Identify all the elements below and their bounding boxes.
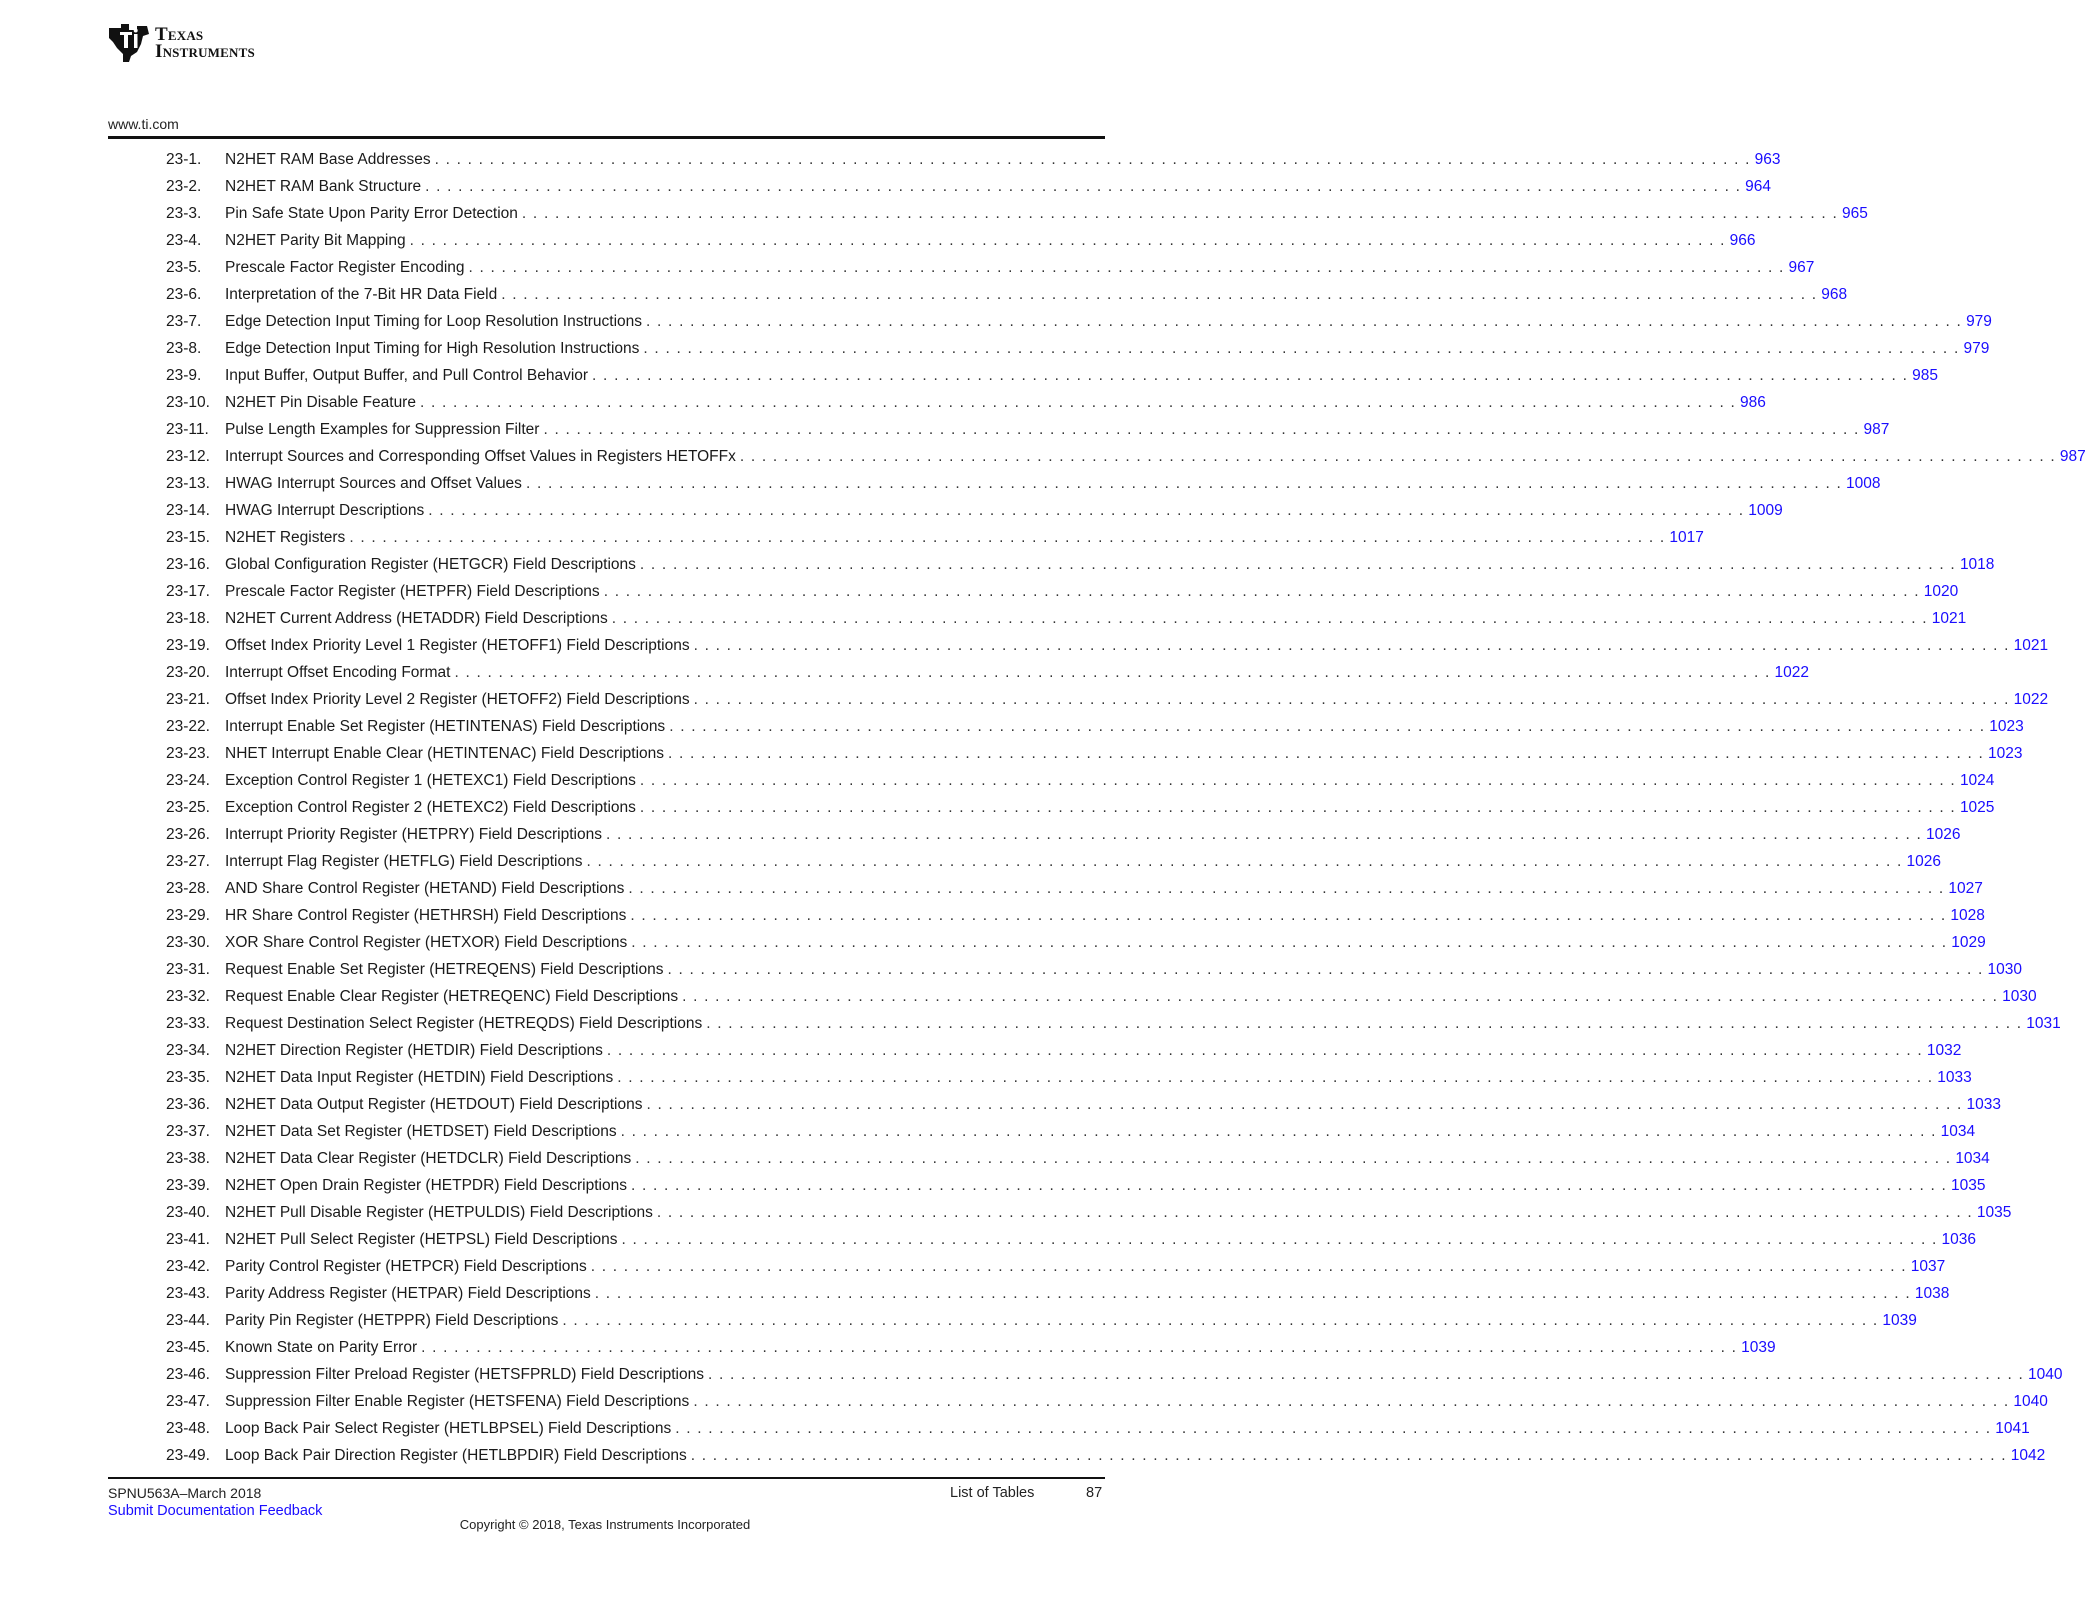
toc-entry-number: 23-6. [166,286,202,303]
toc-entry[interactable] [166,416,1890,443]
toc-entry-number: 23-10. [166,394,210,411]
toc-entry[interactable] [166,1361,2063,1388]
toc-entry[interactable] [166,1091,2001,1118]
toc-entry-number: 23-2. [166,178,202,195]
toc-entry-page-link[interactable]: 1023 [1989,718,2024,735]
toc-entry-number: 23-44. [166,1312,210,1329]
dot-leader: . . . . . . . . . . . . . . . . . . . . . . . . . . . . . . . . . . . . . . . . . . . . . . . . . . . . . . . . . . . . . . . . . . . . . . . . . . . . . . . . . . . . . . . . . . . . . . . . . . . . . . . . . . . . . . . . . . . . . . . . [428,502,1745,519]
toc-entry-title[interactable]: N2HET Pin Disable Feature [225,394,416,411]
dot-leader: . . . . . . . . . . . . . . . . . . . . . . . . . . . . . . . . . . . . . . . . . . . . . . . . . . . . . . . . . . . . . . . . . . . . . . . . . . . . . . . . . . . . . . . . . . . . . . . . . . . . . . . . . . . . . . . . . . . . . . . . [656,1204,1973,1221]
toc-entry[interactable] [166,686,2049,713]
ti-logo [107,22,255,64]
toc-entry[interactable] [166,848,1941,875]
dot-leader: . . . . . . . . . . . . . . . . . . . . . . . . . . . . . . . . . . . . . . . . . . . . . . . . . . . . . . . . . . . . . . . . . . . . . . . . . . . . . . . . . . . . . . . . . . . . . . . . . . . . . . . . . . . . . . . . . . . . . . . . [693,691,2010,708]
dot-leader: . . . . . . . . . . . . . . . . . . . . . . . . . . . . . . . . . . . . . . . . . . . . . . . . . . . . . . . . . . . . . . . . . . . . . . . . . . . . . . . . . . . . . . . . . . . . . . . . . . . . . . . . . . . . . . . . . . . . . . . . [543,421,1860,438]
toc-entry-number: 23-39. [166,1177,210,1194]
toc-entry[interactable] [166,659,1809,686]
toc-entry-page-link[interactable]: 1038 [1914,1285,1950,1302]
toc-entry[interactable] [166,551,1995,578]
toc-entry-number: 23-41. [166,1231,210,1248]
toc-entry[interactable] [166,821,1961,848]
dot-leader: . . . . . . . . . . . . . . . . . . . . . . . . . . . . . . . . . . . . . . . . . . . . . . . . . . . . . . . . . . . . . . . . . . . . . . . . . . . . . . . . . . . . . . . . . . . . . . . . . . . . . . . . . . . . . . . . . . . . . . . . [620,1123,1937,1140]
toc-entry-page-link[interactable]: 986 [1740,394,1766,411]
toc-entry-page-link[interactable]: 1029 [1951,934,1986,951]
dot-leader: . . . . . . . . . . . . . . . . . . . . . . . . . . . . . . . . . . . . . . . . . . . . . . . . . . . . . . . . . . . . . . . . . . . . . . . . . . . . . . . . . . . . . . . . . . . . . . . . . . . . . . . . . . . . . . . . . . . . . . . . [682,988,1999,1005]
toc-entry-title[interactable]: Edge Detection Input Timing for Loop Resolution Instructions [225,313,643,330]
toc-entry-page-link[interactable]: 1030 [2002,988,2037,1005]
toc-entry-page-link[interactable]: 1028 [1950,907,1985,924]
toc-entry-number: 23-20. [166,664,210,681]
dot-leader: . . . . . . . . . . . . . . . . . . . . . . . . . . . . . . . . . . . . . . . . . . . . . . . . . . . . . . . . . . . . . . . . . . . . . . . . . . . . . . . . . . . . . . . . . . . . . . . . . . . . . . . . . . . . . . . . . . . . . . . . [639,772,1956,789]
toc-entry-page-link[interactable]: 1021 [1931,610,1967,627]
logo-line-1: Texas [155,24,204,45]
toc-entry-number: 23-46. [166,1366,210,1383]
dot-leader: . . . . . . . . . . . . . . . . . . . . . . . . . . . . . . . . . . . . . . . . . . . . . . . . . . . . . . . . . . . . . . . . . . . . . . . . . . . . . . . . . . . . . . . . . . . . . . . . . . . . . . . . . . . . . . . . . . . . . . . . [603,583,1920,600]
toc-entry-title[interactable]: N2HET Data Output Register (HETDOUT) Field Descriptions [225,1096,643,1113]
toc-entry-number: 23-37. [166,1123,210,1140]
toc-entry-title[interactable]: Exception Control Register 2 (HETEXC2) Field Descriptions [225,799,636,816]
toc-entry[interactable] [166,362,1938,389]
toc-entry-title[interactable]: N2HET Data Input Register (HETDIN) Field Descriptions [225,1069,614,1086]
toc-entry-page-link[interactable]: 1039 [1741,1339,1776,1356]
toc-entry-page-link[interactable]: 1026 [1906,853,1941,870]
toc-entry-page-link[interactable]: 1039 [1882,1312,1917,1329]
toc-entry-title[interactable]: Interrupt Enable Set Register (HETINTENAS) Field Descriptions [225,718,666,735]
toc-entry[interactable] [166,1280,1950,1307]
toc-entry-number: 23-38. [166,1150,210,1167]
toc-entry-number: 23-29. [166,907,210,924]
toc-entry[interactable] [166,470,1881,497]
toc-entry-page-link[interactable]: 1037 [1910,1258,1946,1275]
toc-entry-page-link[interactable]: 1022 [2013,691,2049,708]
toc-entry[interactable] [166,794,1995,821]
toc-entry-page-link[interactable]: 965 [1841,205,1868,222]
toc-entry-title[interactable]: Offset Index Priority Level 2 Register (HETOFF2) Field Descriptions [225,691,690,708]
toc-entry[interactable] [166,308,1992,335]
toc-entry[interactable] [166,632,2049,659]
toc-entry[interactable] [166,1010,2061,1037]
site-url: www.ti.com [108,116,179,132]
dot-leader: . . . . . . . . . . . . . . . . . . . . . . . . . . . . . . . . . . . . . . . . . . . . . . . . . . . . . . . . . . . . . . . . . . . . . . . . . . . . . . . . . . . . . . . . . . . . . . . . . . . . . . . . . . . . . . . . . . . . . . . . [639,799,1956,816]
toc-entry[interactable] [166,767,1995,794]
toc-entry-page-link[interactable]: 1035 [1976,1204,2012,1221]
dot-leader: . . . . . . . . . . . . . . . . . . . . . . . . . . . . . . . . . . . . . . . . . . . . . . . . . . . . . . . . . . . . . . . . . . . . . . . . . . . . . . . . . . . . . . . . . . . . . . . . . . . . . . . . . . . . . . . . . . . . . . . . [617,1069,1934,1086]
toc-entry-number: 23-34. [166,1042,210,1059]
dot-leader: . . . . . . . . . . . . . . . . . . . . . . . . . . . . . . . . . . . . . . . . . . . . . . . . . . . . . . . . . . . . . . . . . . . . . . . . . . . . . . . . . . . . . . . . . . . . . . . . . . . . . . . . . . . . . . . . . . . . . . . . [611,610,1928,627]
toc-entry-number: 23-24. [166,772,210,789]
toc-entry[interactable] [166,1064,1972,1091]
toc-entry-title[interactable]: Exception Control Register 1 (HETEXC1) Field Descriptions [225,772,636,789]
dot-leader: . . . . . . . . . . . . . . . . . . . . . . . . . . . . . . . . . . . . . . . . . . . . . . . . . . . . . . . . . . . . . . . . . . . . . . . . . . . . . . . . . . . . . . . . . . . . . . . . . . . . . . . . . . . . . . . . . . . . . . . . [590,1258,1907,1275]
dot-leader: . . . . . . . . . . . . . . . . . . . . . . . . . . . . . . . . . . . . . . . . . . . . . . . . . . . . . . . . . . . . . . . . . . . . . . . . . . . . . . . . . . . . . . . . . . . . . . . . . . . . . . . . . . . . . . . . . . . . . . . . [434,151,1751,168]
footer-section-title: List of Tables [950,1485,1035,1501]
toc-entry[interactable] [166,929,1986,956]
toc-entry-page-link[interactable]: 966 [1729,232,1756,249]
toc-entry-number: 23-27. [166,853,210,870]
toc-entry-title[interactable]: Offset Index Priority Level 1 Register (HETOFF1) Field Descriptions [225,637,690,654]
toc-entry-number: 23-9. [166,367,202,384]
toc-entry-page-link[interactable]: 1035 [1951,1177,1986,1194]
dot-leader: . . . . . . . . . . . . . . . . . . . . . . . . . . . . . . . . . . . . . . . . . . . . . . . . . . . . . . . . . . . . . . . . . . . . . . . . . . . . . . . . . . . . . . . . . . . . . . . . . . . . . . . . . . . . . . . . . . . . . . . . [707,1366,2024,1383]
toc-entry-title[interactable]: N2HET Pull Select Register (HETPSL) Field Descriptions [225,1231,618,1248]
toc-entry[interactable] [166,227,1756,254]
toc-entry-page-link[interactable]: 1025 [1959,799,1995,816]
toc-entry-page-link[interactable]: 1023 [1988,745,2023,762]
toc-entry[interactable] [166,875,1983,902]
toc-entry-title[interactable]: HR Share Control Register (HETHRSH) Field Descriptions [225,907,627,924]
toc-entry[interactable] [166,1415,2030,1442]
toc-entry-page-link[interactable]: 987 [2059,448,2086,465]
toc-entry-number: 23-30. [166,934,210,951]
toc-entry-page-link[interactable]: 1040 [2013,1393,2048,1410]
dot-leader: . . . . . . . . . . . . . . . . . . . . . . . . . . . . . . . . . . . . . . . . . . . . . . . . . . . . . . . . . . . . . . . . . . . . . . . . . . . . . . . . . . . . . . . . . . . . . . . . . . . . . . . . . . . . . . . . . . . . . . . . [690,1447,2007,1464]
toc-entry[interactable] [166,1226,1977,1253]
toc-entry-title[interactable]: Loop Back Pair Direction Register (HETLBPDIR) Field Descriptions [225,1447,687,1464]
toc-entry-title[interactable]: Request Destination Select Register (HETREQDS) Field Descriptions [225,1015,703,1032]
toc-entry-page-link[interactable]: 1042 [2010,1447,2046,1464]
toc-entry-title[interactable]: Interrupt Sources and Corresponding Offset Values in Registers HETOFFx [225,448,736,465]
toc-entry-title[interactable]: Interpretation of the 7-Bit HR Data Field [225,286,498,303]
toc-entry-number: 23-47. [166,1393,210,1410]
toc-entry[interactable] [166,200,1868,227]
toc-entry[interactable] [166,254,1815,281]
toc-entry-number: 23-45. [166,1339,210,1356]
dot-leader: . . . . . . . . . . . . . . . . . . . . . . . . . . . . . . . . . . . . . . . . . . . . . . . . . . . . . . . . . . . . . . . . . . . . . . . . . . . . . . . . . . . . . . . . . . . . . . . . . . . . . . . . . . . . . . . . . . . . . . . . [468,259,1785,276]
dot-leader: . . . . . . . . . . . . . . . . . . . . . . . . . . . . . . . . . . . . . . . . . . . . . . . . . . . . . . . . . . . . . . . . . . . . . . . . . . . . . . . . . . . . . . . . . . . . . . . . . . . . . . . . . . . . . . . . . . . . . . . . [621,1231,1938,1248]
toc-entry[interactable] [166,902,1985,929]
toc-entry-number: 23-14. [166,502,210,519]
dot-leader: . . . . . . . . . . . . . . . . . . . . . . . . . . . . . . . . . . . . . . . . . . . . . . . . . . . . . . . . . . . . . . . . . . . . . . . . . . . . . . . . . . . . . . . . . . . . . . . . . . . . . . . . . . . . . . . . . . . . . . . . [693,1393,2010,1410]
toc-entry-number: 23-19. [166,637,210,654]
document-id: SPNU563A–March 2018 [108,1485,262,1501]
toc-entry-page-link[interactable]: 1031 [2026,1015,2061,1032]
dot-leader: . . . . . . . . . . . . . . . . . . . . . . . . . . . . . . . . . . . . . . . . . . . . . . . . . . . . . . . . . . . . . . . . . . . . . . . . . . . . . . . . . . . . . . . . . . . . . . . . . . . . . . . . . . . . . . . . . . . . . . . . [592,367,1909,384]
toc-entry-number: 23-33. [166,1015,210,1032]
toc-entry-number: 23-25. [166,799,210,816]
toc-entry-number: 23-22. [166,718,210,735]
toc-entry-number: 23-21. [166,691,210,708]
toc-entry-number: 23-4. [166,232,202,249]
dot-leader: . . . . . . . . . . . . . . . . . . . . . . . . . . . . . . . . . . . . . . . . . . . . . . . . . . . . . . . . . . . . . . . . . . . . . . . . . . . . . . . . . . . . . . . . . . . . . . . . . . . . . . . . . . . . . . . . . . . . . . . . [739,448,2056,465]
toc-entry[interactable] [166,1037,1962,1064]
toc-entry[interactable] [166,443,2086,470]
toc-entry-page-link[interactable]: 1020 [1923,583,1959,600]
toc-entry-title[interactable]: Suppression Filter Enable Register (HETSFENA) Field Descriptions [225,1393,690,1410]
toc-entry-page-link[interactable]: 1033 [1966,1096,2001,1113]
toc-entry-title[interactable]: Parity Pin Register (HETPPR) Field Descriptions [225,1312,559,1329]
dot-leader: . . . . . . . . . . . . . . . . . . . . . . . . . . . . . . . . . . . . . . . . . . . . . . . . . . . . . . . . . . . . . . . . . . . . . . . . . . . . . . . . . . . . . . . . . . . . . . . . . . . . . . . . . . . . . . . . . . . . . . . . [521,205,1838,222]
toc-entry-page-link[interactable]: 979 [1966,313,1992,330]
toc-entry-page-link[interactable]: 1030 [1987,961,2022,978]
toc-entry-number: 23-28. [166,880,210,897]
toc-entry[interactable] [166,524,1704,551]
toc-entry-number: 23-48. [166,1420,210,1437]
toc-entry-title[interactable]: N2HET Data Set Register (HETDSET) Field Descriptions [225,1123,617,1140]
toc-entry[interactable] [166,983,2037,1010]
toc-entry[interactable] [166,1172,1986,1199]
toc-entry-title[interactable]: NHET Interrupt Enable Clear (HETINTENAC) Field Descriptions [225,745,665,762]
toc-entry-number: 23-26. [166,826,210,843]
toc-entry-title[interactable]: Pin Safe State Upon Parity Error Detection [225,205,518,222]
toc-entry-number: 23-7. [166,313,202,330]
dot-leader: . . . . . . . . . . . . . . . . . . . . . . . . . . . . . . . . . . . . . . . . . . . . . . . . . . . . . . . . . . . . . . . . . . . . . . . . . . . . . . . . . . . . . . . . . . . . . . . . . . . . . . . . . . . . . . . . . . . . . . . . [562,1312,1879,1329]
dot-leader: . . . . . . . . . . . . . . . . . . . . . . . . . . . . . . . . . . . . . . . . . . . . . . . . . . . . . . . . . . . . . . . . . . . . . . . . . . . . . . . . . . . . . . . . . . . . . . . . . . . . . . . . . . . . . . . . . . . . . . . . [586,853,1903,870]
toc-entry-number: 23-8. [166,340,202,357]
toc-entry-title[interactable]: Edge Detection Input Timing for High Resolution Instructions [225,340,640,357]
dot-leader: . . . . . . . . . . . . . . . . . . . . . . . . . . . . . . . . . . . . . . . . . . . . . . . . . . . . . . . . . . . . . . . . . . . . . . . . . . . . . . . . . . . . . . . . . . . . . . . . . . . . . . . . . . . . . . . . . . . . . . . . [646,1096,1963,1113]
toc-entry[interactable] [166,497,1783,524]
toc-entry-title[interactable]: Interrupt Offset Encoding Format [225,664,451,681]
toc-entry-title[interactable]: Request Enable Set Register (HETREQENS) Field Descriptions [225,961,664,978]
toc-entry-title[interactable]: N2HET Data Clear Register (HETDCLR) Field Descriptions [225,1150,632,1167]
toc-entry-number: 23-40. [166,1204,210,1221]
dot-leader: . . . . . . . . . . . . . . . . . . . . . . . . . . . . . . . . . . . . . . . . . . . . . . . . . . . . . . . . . . . . . . . . . . . . . . . . . . . . . . . . . . . . . . . . . . . . . . . . . . . . . . . . . . . . . . . . . . . . . . . . [425,178,1742,195]
toc-entry-page-link[interactable]: 1017 [1669,529,1704,546]
toc-entry-page-link[interactable]: 964 [1745,178,1772,195]
toc-entry-title[interactable]: Loop Back Pair Select Register (HETLBPSEL) Field Descriptions [225,1420,672,1437]
page-number: 87 [1086,1485,1103,1501]
toc-entry[interactable] [166,713,2024,740]
toc-entry-page-link[interactable]: 1021 [2013,637,2049,654]
dot-leader: . . . . . . . . . . . . . . . . . . . . . . . . . . . . . . . . . . . . . . . . . . . . . . . . . . . . . . . . . . . . . . . . . . . . . . . . . . . . . . . . . . . . . . . . . . . . . . . . . . . . . . . . . . . . . . . . . . . . . . . . [630,1177,1948,1194]
toc-entry-title[interactable]: AND Share Control Register (HETAND) Field Descriptions [225,880,625,897]
toc-entry-title[interactable]: XOR Share Control Register (HETXOR) Field Descriptions [225,934,628,951]
dot-leader: . . . . . . . . . . . . . . . . . . . . . . . . . . . . . . . . . . . . . . . . . . . . . . . . . . . . . . . . . . . . . . . . . . . . . . . . . . . . . . . . . . . . . . . . . . . . . . . . . . . . . . . . . . . . . . . . . . . . . . . . [501,286,1818,303]
toc-entry[interactable] [166,956,2022,983]
toc-entry-page-link[interactable]: 1026 [1926,826,1961,843]
toc-entry[interactable] [166,1199,2012,1226]
header-rule [108,136,1105,139]
toc-entry-number: 23-3. [166,205,202,222]
toc-entry-number: 23-13. [166,475,210,492]
dot-leader: . . . . . . . . . . . . . . . . . . . . . . . . . . . . . . . . . . . . . . . . . . . . . . . . . . . . . . . . . . . . . . . . . . . . . . . . . . . . . . . . . . . . . . . . . . . . . . . . . . . . . . . . . . . . . . . . . . . . . . . . [454,664,1771,681]
toc-entry-page-link[interactable]: 1008 [1845,475,1881,492]
dot-leader: . . . . . . . . . . . . . . . . . . . . . . . . . . . . . . . . . . . . . . . . . . . . . . . . . . . . . . . . . . . . . . . . . . . . . . . . . . . . . . . . . . . . . . . . . . . . . . . . . . . . . . . . . . . . . . . . . . . . . . . . [606,826,1923,843]
copyright-notice: Copyright © 2018, Texas Instruments Incorporated [459,1517,751,1532]
dot-leader: . . . . . . . . . . . . . . . . . . . . . . . . . . . . . . . . . . . . . . . . . . . . . . . . . . . . . . . . . . . . . . . . . . . . . . . . . . . . . . . . . . . . . . . . . . . . . . . . . . . . . . . . . . . . . . . . . . . . . . . . [630,907,1947,924]
dot-leader: . . . . . . . . . . . . . . . . . . . . . . . . . . . . . . . . . . . . . . . . . . . . . . . . . . . . . . . . . . . . . . . . . . . . . . . . . . . . . . . . . . . . . . . . . . . . . . . . . . . . . . . . . . . . . . . . . . . . . . . . [675,1420,1992,1437]
toc-entry[interactable] [166,146,1781,173]
toc-entry-page-link[interactable]: 968 [1821,286,1848,303]
toc-entry-page-link[interactable]: 1034 [1940,1123,1976,1140]
list-of-tables [166,146,2086,1469]
toc-entry-number: 23-16. [166,556,210,573]
toc-entry[interactable] [166,1307,1917,1334]
toc-entry-title[interactable]: Known State on Parity Error [225,1339,418,1356]
toc-entry-title[interactable]: N2HET Open Drain Register (HETPDR) Field Descriptions [225,1177,627,1194]
toc-entry-title[interactable]: N2HET Pull Disable Register (HETPULDIS) Field Descriptions [225,1204,653,1221]
dot-leader: . . . . . . . . . . . . . . . . . . . . . . . . . . . . . . . . . . . . . . . . . . . . . . . . . . . . . . . . . . . . . . . . . . . . . . . . . . . . . . . . . . . . . . . . . . . . . . . . . . . . . . . . . . . . . . . . . . . . . . . . [706,1015,2023,1032]
ti-logo-icon [107,22,151,64]
toc-entry-number: 23-5. [166,259,202,276]
toc-entry-number: 23-17. [166,583,210,600]
toc-entry-number: 23-23. [166,745,210,762]
toc-entry-page-link[interactable]: 1032 [1926,1042,1962,1059]
toc-entry[interactable] [166,389,1766,416]
toc-entry-number: 23-32. [166,988,210,1005]
toc-entry-title[interactable]: Prescale Factor Register (HETPFR) Field Descriptions [225,583,600,600]
toc-entry-page-link[interactable]: 1022 [1774,664,1809,681]
toc-entry-number: 23-12. [166,448,210,465]
logo-line-2: Instruments [155,41,255,62]
toc-entry-page-link[interactable]: 1027 [1948,880,1983,897]
toc-entry-title[interactable]: Parity Address Register (HETPAR) Field Descriptions [225,1285,591,1302]
toc-entry-title[interactable]: Input Buffer, Output Buffer, and Pull Control Behavior [225,367,589,384]
dot-leader: . . . . . . . . . . . . . . . . . . . . . . . . . . . . . . . . . . . . . . . . . . . . . . . . . . . . . . . . . . . . . . . . . . . . . . . . . . . . . . . . . . . . . . . . . . . . . . . . . . . . . . . . . . . . . . . . . . . . . . . . [668,745,1985,762]
toc-entry-number: 23-42. [166,1258,210,1275]
toc-entry-number: 23-43. [166,1285,210,1302]
toc-entry[interactable] [166,173,1772,200]
toc-entry-title[interactable]: Suppression Filter Preload Register (HETSFPRLD) Field Descriptions [225,1366,704,1383]
toc-entry-number: 23-35. [166,1069,210,1086]
dot-leader: . . . . . . . . . . . . . . . . . . . . . . . . . . . . . . . . . . . . . . . . . . . . . . . . . . . . . . . . . . . . . . . . . . . . . . . . . . . . . . . . . . . . . . . . . . . . . . . . . . . . . . . . . . . . . . . . . . . . . . . . [639,556,1956,573]
toc-entry-title[interactable]: Parity Control Register (HETPCR) Field Descriptions [225,1258,587,1275]
toc-entry-title[interactable]: N2HET RAM Base Addresses [225,151,431,168]
toc-entry-title[interactable]: N2HET Current Address (HETADDR) Field Descriptions [225,610,608,627]
toc-entry-page-link[interactable]: 963 [1754,151,1781,168]
dot-leader: . . . . . . . . . . . . . . . . . . . . . . . . . . . . . . . . . . . . . . . . . . . . . . . . . . . . . . . . . . . . . . . . . . . . . . . . . . . . . . . . . . . . . . . . . . . . . . . . . . . . . . . . . . . . . . . . . . . . . . . . [628,880,1945,897]
toc-entry-number: 23-15. [166,529,210,546]
toc-entry[interactable] [166,1118,1976,1145]
toc-entry-title[interactable]: N2HET RAM Bank Structure [225,178,422,195]
toc-entry[interactable] [166,740,2023,767]
dot-leader: . . . . . . . . . . . . . . . . . . . . . . . . . . . . . . . . . . . . . . . . . . . . . . . . . . . . . . . . . . . . . . . . . . . . . . . . . . . . . . . . . . . . . . . . . . . . . . . . . . . . . . . . . . . . . . . . . . . . . . . . [606,1042,1923,1059]
toc-entry-page-link[interactable]: 1040 [2027,1366,2063,1383]
dot-leader: . . . . . . . . . . . . . . . . . . . . . . . . . . . . . . . . . . . . . . . . . . . . . . . . . . . . . . . . . . . . . . . . . . . . . . . . . . . . . . . . . . . . . . . . . . . . . . . . . . . . . . . . . . . . . . . . . . . . . . . . [693,637,2010,654]
toc-entry-page-link[interactable]: 1041 [1995,1420,2030,1437]
toc-entry-title[interactable]: Pulse Length Examples for Suppression Filter [225,421,540,438]
footer-rule [108,1477,1105,1479]
toc-entry-number: 23-18. [166,610,210,627]
toc-entry-number: 23-11. [166,421,209,438]
toc-entry-number: 23-1. [166,151,202,168]
toc-entry[interactable] [166,281,1848,308]
dot-leader: . . . . . . . . . . . . . . . . . . . . . . . . . . . . . . . . . . . . . . . . . . . . . . . . . . . . . . . . . . . . . . . . . . . . . . . . . . . . . . . . . . . . . . . . . . . . . . . . . . . . . . . . . . . . . . . . . . . . . . . . [349,529,1666,546]
toc-entry-title[interactable]: Prescale Factor Register Encoding [225,259,465,276]
dot-leader: . . . . . . . . . . . . . . . . . . . . . . . . . . . . . . . . . . . . . . . . . . . . . . . . . . . . . . . . . . . . . . . . . . . . . . . . . . . . . . . . . . . . . . . . . . . . . . . . . . . . . . . . . . . . . . . . . . . . . . . . [409,232,1726,249]
toc-entry-number: 23-49. [166,1447,210,1464]
toc-entry-title[interactable]: Interrupt Priority Register (HETPRY) Field Descriptions [225,826,602,843]
dot-leader: . . . . . . . . . . . . . . . . . . . . . . . . . . . . . . . . . . . . . . . . . . . . . . . . . . . . . . . . . . . . . . . . . . . . . . . . . . . . . . . . . . . . . . . . . . . . . . . . . . . . . . . . . . . . . . . . . . . . . . . . [646,313,1963,330]
toc-entry-title[interactable]: N2HET Parity Bit Mapping [225,232,406,249]
toc-entry-page-link[interactable]: 1033 [1937,1069,1972,1086]
toc-entry-title[interactable]: N2HET Direction Register (HETDIR) Field Descriptions [225,1042,603,1059]
dot-leader: . . . . . . . . . . . . . . . . . . . . . . . . . . . . . . . . . . . . . . . . . . . . . . . . . . . . . . . . . . . . . . . . . . . . . . . . . . . . . . . . . . . . . . . . . . . . . . . . . . . . . . . . . . . . . . . . . . . . . . . . [667,961,1984,978]
toc-entry-page-link[interactable]: 985 [1912,367,1938,384]
toc-entry-page-link[interactable]: 1034 [1955,1150,1990,1167]
toc-entry-page-link[interactable]: 967 [1788,259,1815,276]
dot-leader: . . . . . . . . . . . . . . . . . . . . . . . . . . . . . . . . . . . . . . . . . . . . . . . . . . . . . . . . . . . . . . . . . . . . . . . . . . . . . . . . . . . . . . . . . . . . . . . . . . . . . . . . . . . . . . . . . . . . . . . . [669,718,1986,735]
toc-entry[interactable] [166,335,1990,362]
toc-entry-title[interactable]: HWAG Interrupt Descriptions [225,502,425,519]
toc-entry-number: 23-36. [166,1096,210,1113]
toc-entry-page-link[interactable]: 1018 [1959,556,1995,573]
dot-leader: . . . . . . . . . . . . . . . . . . . . . . . . . . . . . . . . . . . . . . . . . . . . . . . . . . . . . . . . . . . . . . . . . . . . . . . . . . . . . . . . . . . . . . . . . . . . . . . . . . . . . . . . . . . . . . . . . . . . . . . . [421,1339,1738,1356]
toc-entry[interactable] [166,1442,2046,1469]
logo-wordmark [155,26,255,60]
toc-entry-title[interactable]: N2HET Registers [225,529,346,546]
toc-entry[interactable] [166,1145,1990,1172]
dot-leader: . . . . . . . . . . . . . . . . . . . . . . . . . . . . . . . . . . . . . . . . . . . . . . . . . . . . . . . . . . . . . . . . . . . . . . . . . . . . . . . . . . . . . . . . . . . . . . . . . . . . . . . . . . . . . . . . . . . . . . . . [419,394,1736,411]
toc-entry-title[interactable]: Global Configuration Register (HETGCR) Field Descriptions [225,556,636,573]
dot-leader: . . . . . . . . . . . . . . . . . . . . . . . . . . . . . . . . . . . . . . . . . . . . . . . . . . . . . . . . . . . . . . . . . . . . . . . . . . . . . . . . . . . . . . . . . . . . . . . . . . . . . . . . . . . . . . . . . . . . . . . . [635,1150,1952,1167]
toc-entry-page-link[interactable]: 1009 [1748,502,1783,519]
toc-entry-page-link[interactable]: 987 [1863,421,1890,438]
toc-entry[interactable] [166,605,1967,632]
toc-entry-page-link[interactable]: 979 [1963,340,1990,357]
toc-entry-number: 23-31. [166,961,210,978]
dot-leader: . . . . . . . . . . . . . . . . . . . . . . . . . . . . . . . . . . . . . . . . . . . . . . . . . . . . . . . . . . . . . . . . . . . . . . . . . . . . . . . . . . . . . . . . . . . . . . . . . . . . . . . . . . . . . . . . . . . . . . . . [594,1285,1911,1302]
toc-entry[interactable] [166,1334,1776,1361]
toc-entry[interactable] [166,1388,2048,1415]
toc-entry-title[interactable]: Interrupt Flag Register (HETFLG) Field Descriptions [225,853,583,870]
dot-leader: . . . . . . . . . . . . . . . . . . . . . . . . . . . . . . . . . . . . . . . . . . . . . . . . . . . . . . . . . . . . . . . . . . . . . . . . . . . . . . . . . . . . . . . . . . . . . . . . . . . . . . . . . . . . . . . . . . . . . . . . [631,934,1948,951]
toc-entry[interactable] [166,578,1959,605]
toc-entry-title[interactable]: Request Enable Clear Register (HETREQENC) Field Descriptions [225,988,679,1005]
toc-entry-page-link[interactable]: 1024 [1959,772,1995,789]
toc-entry[interactable] [166,1253,1946,1280]
toc-entry-page-link[interactable]: 1036 [1941,1231,1977,1248]
dot-leader: . . . . . . . . . . . . . . . . . . . . . . . . . . . . . . . . . . . . . . . . . . . . . . . . . . . . . . . . . . . . . . . . . . . . . . . . . . . . . . . . . . . . . . . . . . . . . . . . . . . . . . . . . . . . . . . . . . . . . . . . [643,340,1960,357]
submit-feedback-link[interactable]: Submit Documentation Feedback [108,1503,323,1519]
toc-entry-title[interactable]: HWAG Interrupt Sources and Offset Values [225,475,522,492]
dot-leader: . . . . . . . . . . . . . . . . . . . . . . . . . . . . . . . . . . . . . . . . . . . . . . . . . . . . . . . . . . . . . . . . . . . . . . . . . . . . . . . . . . . . . . . . . . . . . . . . . . . . . . . . . . . . . . . . . . . . . . . . [525,475,1842,492]
